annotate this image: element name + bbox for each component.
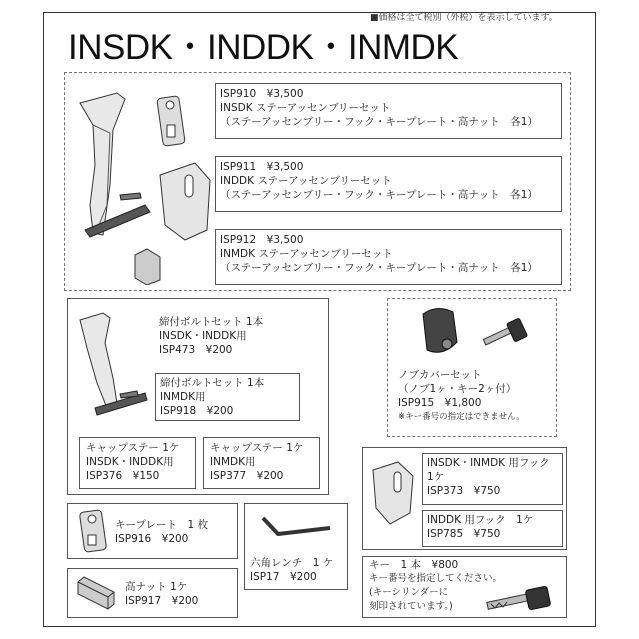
key-plate-line1: キープレート 1 枚 bbox=[115, 519, 209, 531]
key-icon bbox=[485, 584, 555, 616]
key-info bbox=[369, 558, 502, 614]
cap-stay-line3: ISP376 ¥150 bbox=[86, 470, 160, 482]
high-nut-line2: ISP917 ¥200 bbox=[125, 595, 199, 607]
hook-line3: ISP373 ¥750 bbox=[427, 485, 501, 497]
bolt-line2: INMDK用 bbox=[160, 391, 206, 403]
cap-stay-isp376 bbox=[79, 437, 196, 489]
set-isp910 bbox=[215, 83, 562, 139]
bolt-line1: 締付ボルトセット 1本 bbox=[160, 377, 265, 389]
set-code-price: ISP912 ¥3,500 bbox=[220, 234, 304, 246]
key-line1: キー 1 本 ¥800 bbox=[369, 559, 459, 571]
set-name: INSDK ステーアッセンブリーセット bbox=[220, 102, 391, 114]
set-contents: （ステーアッセンブリー・フック・キープレート・高ナット 各1） bbox=[220, 262, 538, 274]
set-contents: （ステーアッセンブリー・フック・キープレート・高ナット 各1） bbox=[220, 189, 538, 201]
bolt-line3: ISP918 ¥200 bbox=[160, 405, 234, 417]
bolt-isp473 bbox=[155, 313, 300, 361]
hex-wrench-info bbox=[250, 556, 333, 584]
cap-stay-line2: INMDK用 bbox=[210, 456, 256, 468]
hook-line1: INSDK・INMDK 用フック bbox=[427, 457, 550, 469]
cap-stay-line1: キャップステー 1ケ bbox=[210, 442, 304, 454]
bolt-line2: INSDK・INDDK用 bbox=[159, 330, 247, 342]
set-code-price: ISP910 ¥3,500 bbox=[220, 88, 304, 100]
hex-wrench-line2: ISP17 ¥200 bbox=[250, 571, 317, 583]
knob-cover-illustration bbox=[415, 302, 535, 362]
hook-illustration bbox=[368, 458, 423, 528]
key-line4: 刻印されています。) bbox=[369, 601, 453, 612]
hook-isp373 bbox=[422, 453, 563, 505]
cap-stay-illustration bbox=[75, 308, 155, 418]
hook-isp785 bbox=[422, 510, 563, 547]
knob-line2: （ノブ1ヶ・キー2ヶ付） bbox=[398, 383, 517, 395]
high-nut-info bbox=[125, 580, 198, 608]
cap-stay-isp377 bbox=[203, 437, 320, 489]
high-nut-line1: 高ナット 1ケ bbox=[125, 581, 188, 593]
bolt-line1: 締付ボルトセット 1本 bbox=[159, 316, 264, 328]
set-code-price: ISP911 ¥3,500 bbox=[220, 161, 304, 173]
set-isp912 bbox=[215, 229, 562, 285]
knob-note: ※キー番号の指定はできません。 bbox=[398, 412, 525, 422]
cap-stay-line3: ISP377 ¥200 bbox=[210, 470, 284, 482]
key-line3: (キーシリンダーに bbox=[369, 587, 449, 598]
knob-cover-info bbox=[398, 368, 525, 424]
hex-wrench-line1: 六角レンチ 1 ケ bbox=[250, 557, 334, 569]
cap-stay-line2: INSDK・INDDK用 bbox=[86, 456, 174, 468]
key-line2: キー番号を指定してください。 bbox=[369, 573, 503, 584]
hex-wrench-icon bbox=[258, 512, 338, 542]
set-name: INMDK ステーアッセンブリーセット bbox=[220, 248, 393, 260]
set-name: INDDK ステーアッセンブリーセット bbox=[220, 175, 392, 187]
high-nut-illustration bbox=[74, 574, 124, 614]
key-plate-info bbox=[115, 518, 208, 546]
set-contents: （ステーアッセンブリー・フック・キープレート・高ナット 各1） bbox=[220, 116, 538, 128]
set-isp911 bbox=[215, 156, 562, 212]
tax-note: ■価格は全て税別（外税）を表示しています。 bbox=[370, 13, 558, 23]
knob-line1: ノブカバーセット bbox=[398, 369, 482, 381]
stay-assembly-illustration bbox=[75, 85, 220, 285]
key-plate-line2: ISP916 ¥200 bbox=[115, 533, 189, 545]
bolt-line3: ISP473 ¥200 bbox=[159, 344, 233, 356]
bolt-isp918 bbox=[155, 373, 300, 421]
knob-line3: ISP915 ¥1,800 bbox=[398, 397, 482, 409]
hook-line2: 1ケ bbox=[427, 471, 445, 483]
page-title: INSDK・INDDK・INMDK bbox=[68, 28, 459, 67]
cap-stay-line1: キャップステー 1ケ bbox=[86, 442, 180, 454]
key-plate-illustration bbox=[74, 507, 114, 557]
hook-line1: INDDK 用フック 1ケ bbox=[427, 514, 534, 526]
hook-line2: ISP785 ¥750 bbox=[427, 528, 501, 540]
